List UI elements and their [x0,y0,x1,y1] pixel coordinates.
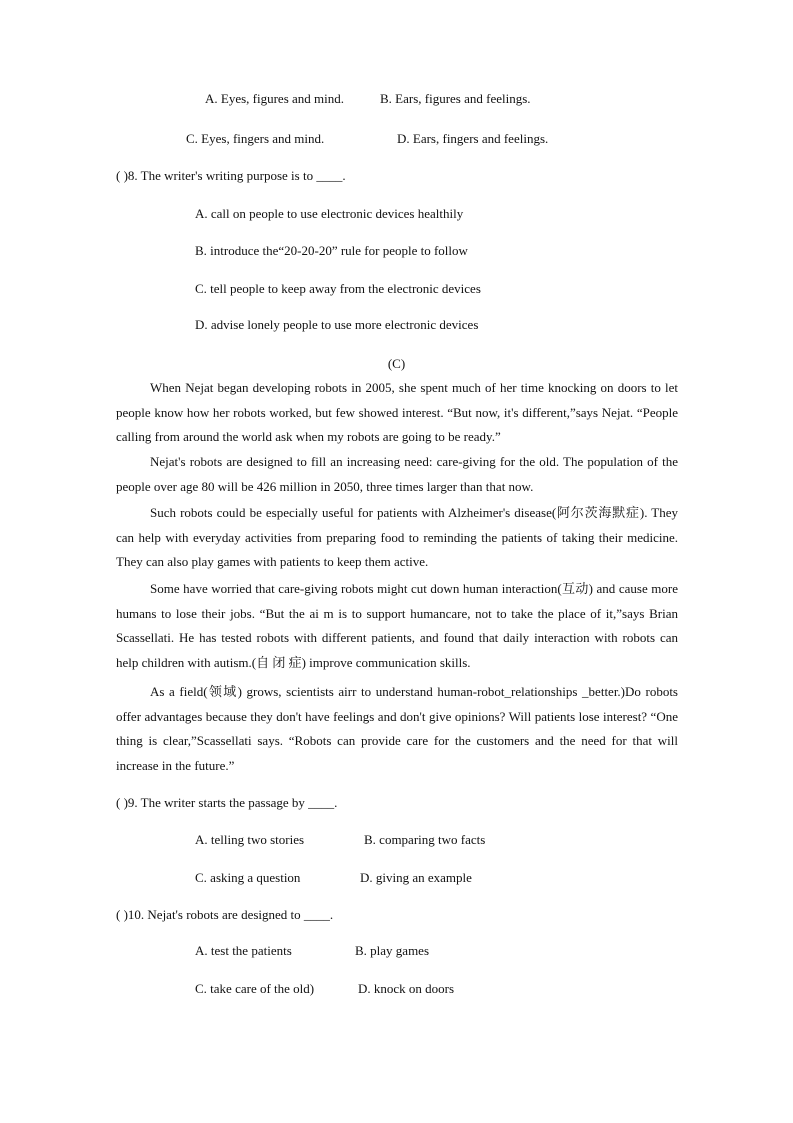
q7-option-c: C. Eyes, fingers and mind. [186,131,325,146]
q8-option-d: D. advise lonely people to use more electronic devices [195,317,479,332]
q10-option-b: B. play games [355,943,430,958]
q10-stem: ( )10. Nejat's robots are designed to ____. [116,907,334,922]
q10-option-d: D. knock on doors [358,981,455,996]
q7-option-d: D. Ears, fingers and feelings. [397,131,549,146]
q9-option-c: C. asking a question [195,870,301,885]
passage-paragraph: As a field(领域) grows, scientists airr to understand human-robot_relationships _better.)Do robots offer advantages because they don't have feelings and don't give opinions? Will patients lose interest? “One thing is clear,”Scassellati says. “Robots can provide care for the customers and the need for that will increase in the future.” [116,684,678,773]
q8-stem: ( )8. The writer's writing purpose is to ____. [116,168,346,183]
passage-paragraph: Nejat's robots are designed to fill an increasing need: care-giving for the old. The population of the people over age 80 will be 426 million in 2050, three times larger than that now. [116,454,678,494]
q9-option-b: B. comparing two facts [364,832,486,847]
passage-paragraph: When Nejat began developing robots in 2005, she spent much of her time knocking on doors to let people know how her robots worked, but few showed interest. “But now, it's different,”says Nejat. “People calling from around the world ask when my robots are going to be ready.” [116,380,678,444]
q8-option-c: C. tell people to keep away from the electronic devices [195,281,481,296]
q7-option-b: B. Ears, figures and feelings. [380,91,531,106]
q9-stem: ( )9. The writer starts the passage by ____. [116,795,338,810]
passage-paragraph: Such robots could be especially useful for patients with Alzheimer's disease(阿尔茨海默症). They can help with everyday activities from preparing food to reminding the patients of taking their medicine. They can also play games with patients to keep them active. [116,505,678,569]
q9-option-a: A. telling two stories [195,832,305,847]
q9-option-d: D. giving an example [360,870,472,885]
q7-option-a: A. Eyes, figures and mind. [205,91,345,106]
passage-paragraph: Some have worried that care-giving robots might cut down human interaction(互动) and cause more humans to lose their jobs. “But the ai m is to support humancare, not to take the place of it,”says Brian Scassellati. He has tested robots with different patients, and found that daily interaction with robots can help children with autism.(自 闭 症) improve communication skills. [116,581,678,670]
q10-option-a: A. test the patients [195,943,292,958]
q10-option-c: C. take care of the old) [195,981,315,996]
q8-option-a: A. call on people to use electronic devices healthily [195,206,464,221]
q8-option-b: B. introduce the“20-20-20” rule for people to follow [195,243,468,258]
passage-label: (C) [387,356,406,371]
